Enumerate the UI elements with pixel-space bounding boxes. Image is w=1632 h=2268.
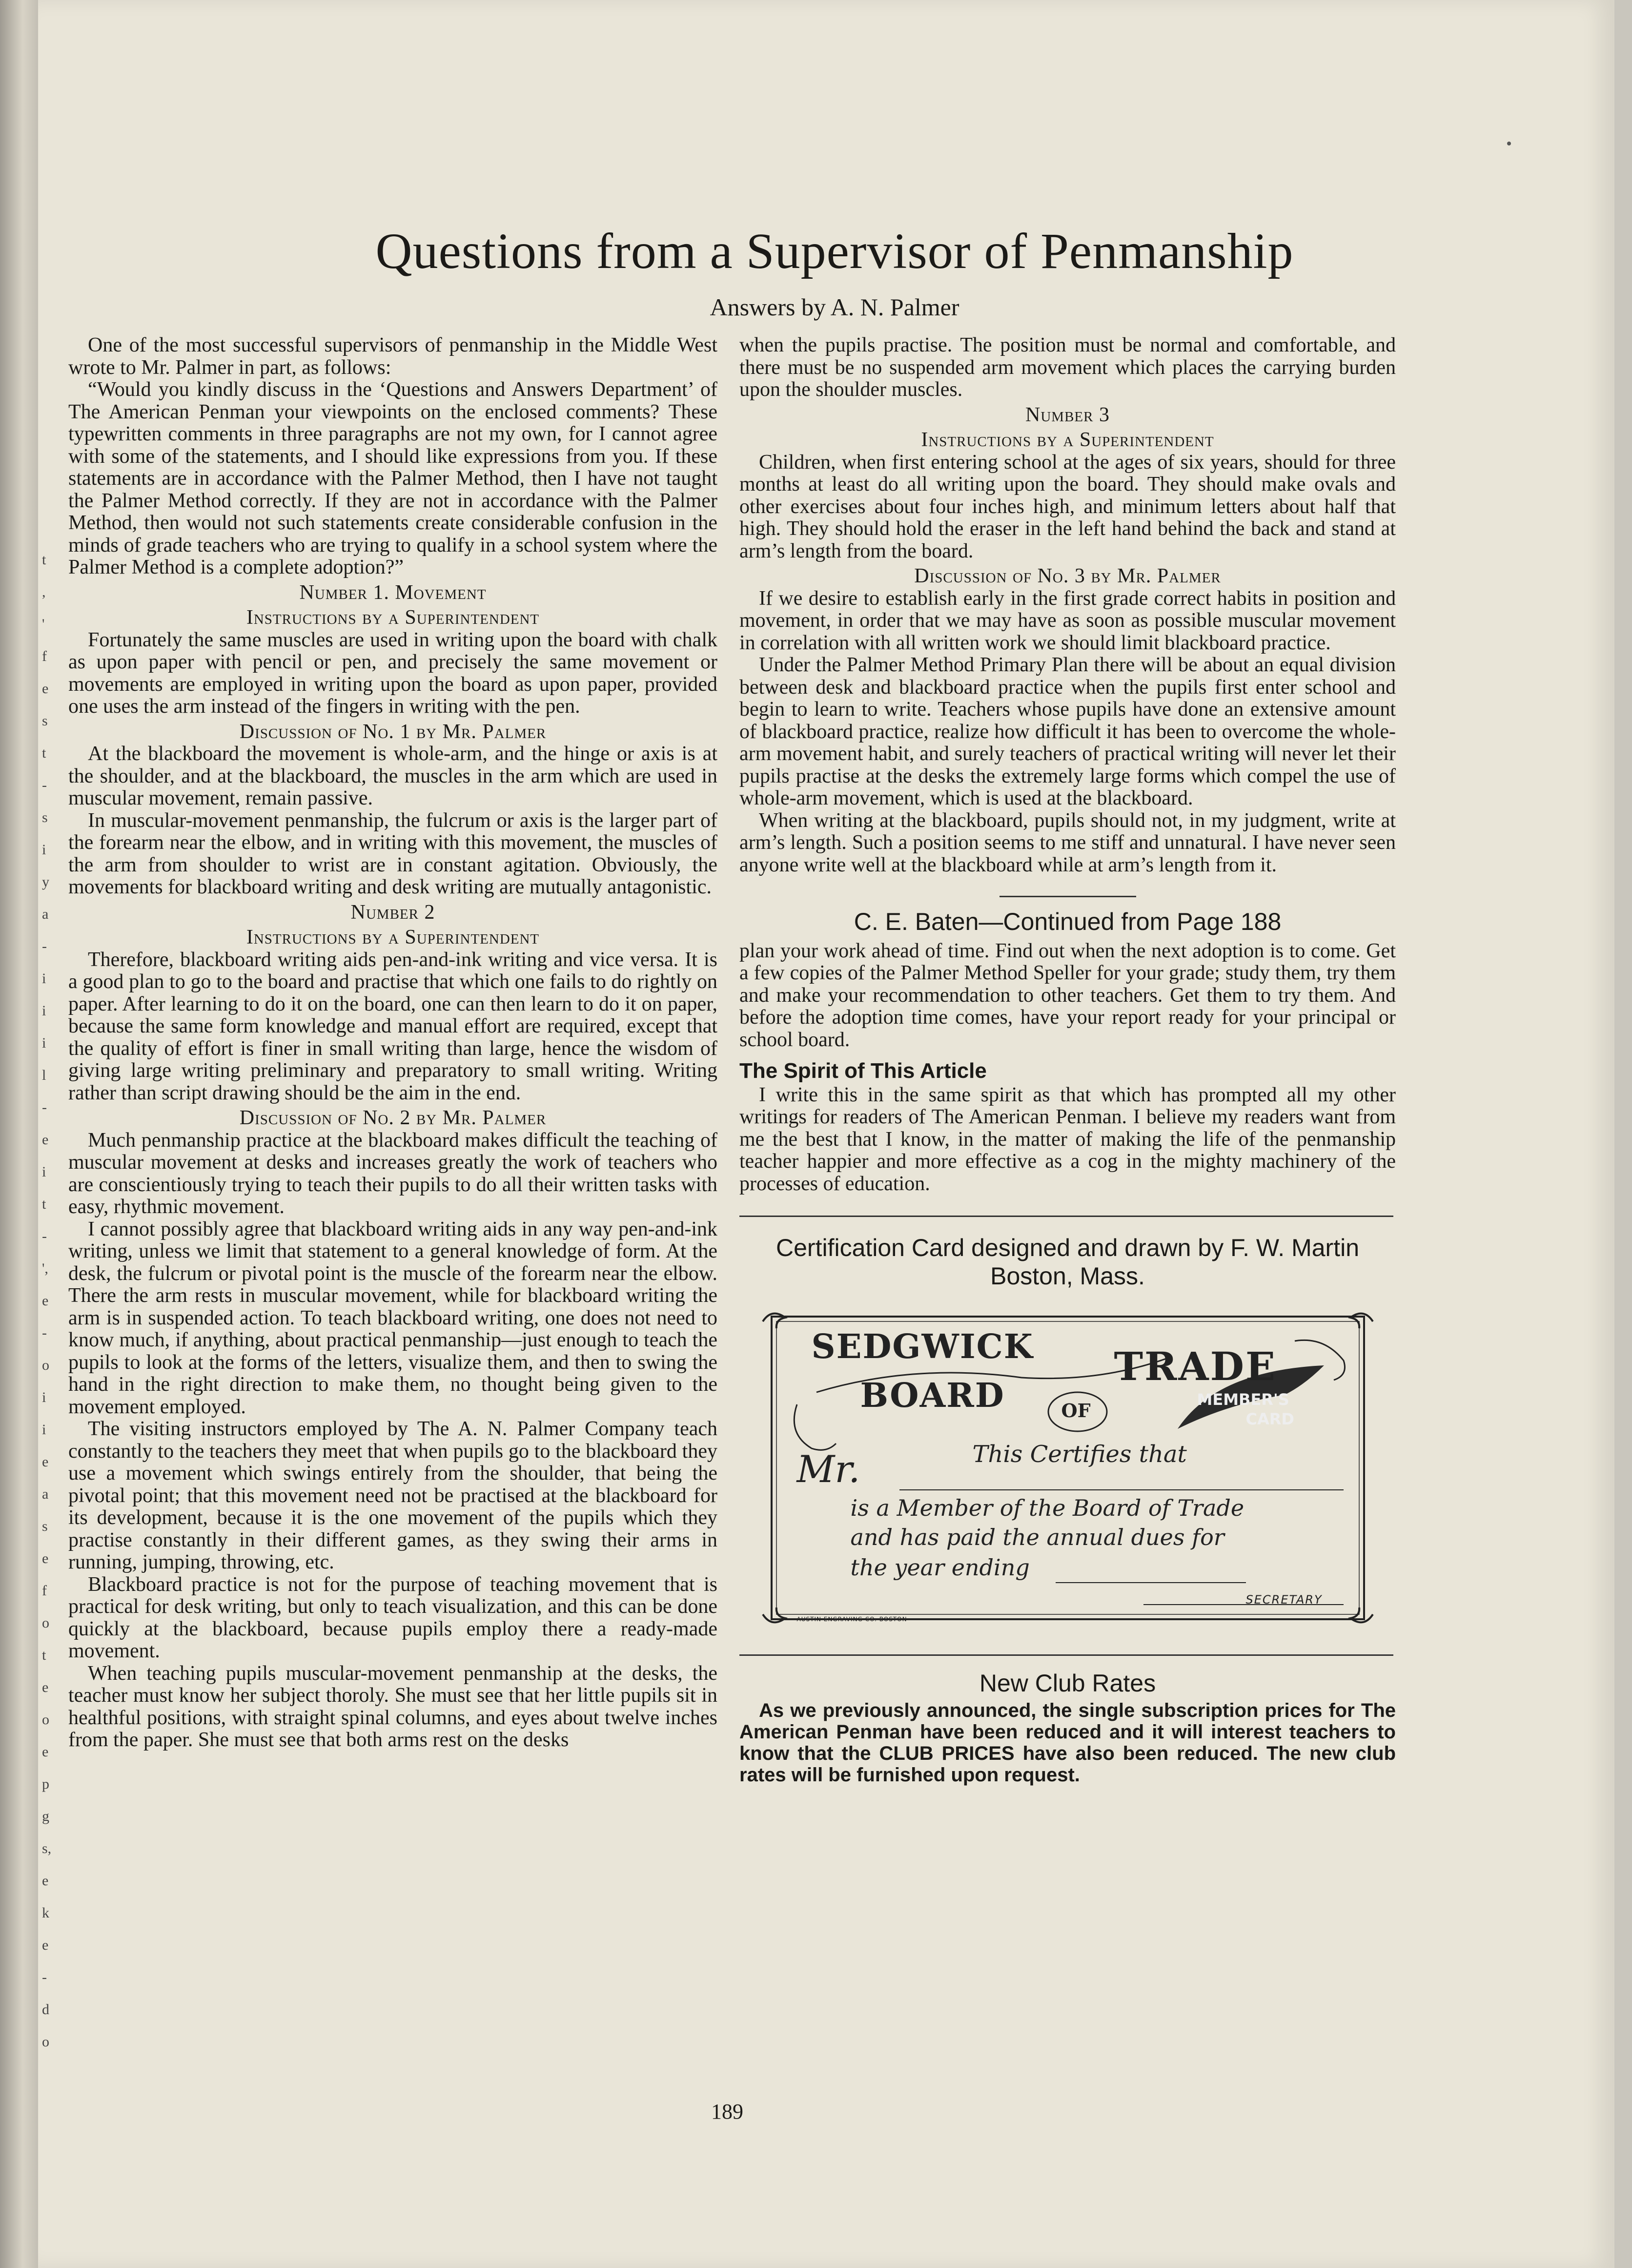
edge-letter: t xyxy=(42,745,46,761)
paragraph: When writing at the blackboard, pupils should not, in my judgment, write at arm’s length. Such a position seems to me stiff and unnatural. I have never seen anyone write well at the blackboard while at arm’s length from it. xyxy=(739,809,1396,876)
edge-letter: t xyxy=(42,1647,46,1663)
edge-letter: t xyxy=(42,1196,46,1212)
certification-heading-line: Boston, Mass. xyxy=(990,1262,1145,1290)
section-heading: Discussion of No. 2 by Mr. Palmer xyxy=(239,1107,547,1129)
edge-letter: - xyxy=(42,1099,47,1115)
member-card-illustration xyxy=(758,1302,1378,1634)
edge-letter: f xyxy=(42,648,47,664)
section-heading: Number 1. Movement xyxy=(299,581,487,604)
edge-letter: e xyxy=(42,1550,49,1567)
paragraph: I write this in the same spirit as that which has prompted all my other writings for readers of The American Penman. I believe my readers want from me the best that I know, in the matter of making the life of the penmanship teacher happier and more effective as a cog in the mighty machinery of the processes of education. xyxy=(739,1083,1396,1195)
section-subheading: Instructions by a Superintendent xyxy=(246,926,540,948)
edge-letter: e xyxy=(42,1454,49,1470)
edge-letter: o xyxy=(42,1711,49,1728)
edge-letter: s xyxy=(42,809,48,825)
edge-letter: s xyxy=(42,1518,48,1534)
paragraph: Under the Palmer Method Primary Plan there will be about an equal division between desk and blackboard practice when the pupils first enter school and begin to learn to write. Teachers whose pupils have done an extensive amount of blackboard practice, realize how difficult it has been to overcome the whole-arm movement habit, and surely teachers of practical writing will never let their pupils practise at the desks the extremely large forms which compel the use of whole-arm movement, which is used at the blackboard. xyxy=(739,654,1396,809)
paragraph: Children, when first entering school at the ages of six years, should for three months at least do all writing upon the board. They should make ovals and other exercises about four inches high, and minimum letters about half that high. They should hold the eraser in the left hand behind the back and stand at arm’s length from the board. xyxy=(739,451,1396,562)
card-trade: TRADE xyxy=(1114,1343,1277,1389)
edge-letter: i xyxy=(42,1035,46,1051)
paragraph: One of the most successful supervisors of penmanship in the Middle West wrote to Mr. Palmer in part, as follows: xyxy=(68,334,717,379)
edge-letter: s xyxy=(42,713,48,729)
card-certifies: This Certifies that xyxy=(972,1441,1187,1468)
edge-letter: - xyxy=(42,938,47,954)
edge-letter: a xyxy=(42,1486,49,1502)
article-byline: Answers by A. N. Palmer xyxy=(710,293,959,321)
spirit-heading: The Spirit of This Article xyxy=(739,1059,987,1083)
card-card: CARD xyxy=(1245,1410,1294,1428)
edge-letter: i xyxy=(42,1389,46,1405)
edge-letter: p xyxy=(42,1776,49,1792)
card-members: MEMBER'S xyxy=(1197,1390,1289,1409)
page-number: 189 xyxy=(711,2100,743,2124)
certification-heading xyxy=(739,1234,1396,1290)
paragraph: The visiting instructors employed by The A. N. Palmer Company teach constantly to the teachers they meet that when pupils go to the blackboard they use a movement which swings entirely from the shoulder, that being the pivotal point; that this movement need not be practised at the blackboard for its development, because it is the one movement of the pupils which they practise constantly in their different games, as they swing their arms in running, jumping, throwing, etc. xyxy=(68,1418,717,1573)
paragraph: plan your work ahead of time. Find out when the next adoption is to come. Get a few copies of the Palmer Method Speller for your grade; study them, try them and make your recommendation to other teachers. Get them to try them. And before the adoption time comes, have your report ready for your principal or school board. xyxy=(739,939,1396,1051)
edge-letter: i xyxy=(42,1003,46,1019)
paragraph: In muscular-movement penmanship, the fulcrum or axis is the larger part of the forearm near the elbow, and in writing with this movement, the muscles of the arm from shoulder to wrist are in constant agitation. Obviously, the movements for blackboard writing and desk writing are mutually antagonistic. xyxy=(68,809,717,898)
section-heading: Number 2 xyxy=(350,901,435,924)
section-heading: Discussion of No. 1 by Mr. Palmer xyxy=(239,720,547,743)
edge-letter: e xyxy=(42,1293,49,1309)
paragraph: If we desire to establish early in the first grade correct habits in position and movement, in order that we may have as soon as possible muscular movement in correlation with all written work we should limit blackboard practice. xyxy=(739,587,1396,654)
card-line2: and has paid the annual dues for xyxy=(850,1524,1224,1550)
edge-letter: y xyxy=(42,874,49,890)
edge-letter: ', xyxy=(42,1260,48,1277)
paragraph: At the blackboard the movement is whole-arm, and the hinge or axis is at the shoulder, and at the blackboard, the muscles in the arm which are used in muscular movement, remain passive. xyxy=(68,742,717,809)
paragraph: Fortunately the same muscles are used in writing upon the board with chalk as upon paper with pencil or pen, and precisely the same movement or movements are employed in writing upon the board as upon paper, provided one uses the arm instead of the fingers in writing with the pen. xyxy=(68,628,717,718)
edge-letter: o xyxy=(42,1615,49,1631)
edge-letter: - xyxy=(42,777,47,793)
edge-letter: - xyxy=(42,1228,47,1244)
new-club-paragraph: As we previously announced, the single subscription prices for The American Penman have been reduced and it will interest teachers to know that the CLUB PRICES have also been reduced. The new club rates will be furnished upon request. xyxy=(739,1699,1396,1786)
section-subheading: Instructions by a Superintendent xyxy=(246,606,540,629)
edge-letter: e xyxy=(42,1873,49,1889)
card-line3: the year ending xyxy=(850,1554,1030,1581)
book-spine xyxy=(0,0,38,2268)
certification-heading-line: Certification Card designed and drawn by F. W. Martin xyxy=(776,1234,1359,1261)
edge-letter: ' xyxy=(42,616,45,632)
edge-letter: - xyxy=(42,1325,47,1341)
card-board: BOARD xyxy=(860,1376,1005,1415)
section-divider xyxy=(739,1654,1393,1656)
section-heading: Discussion of No. 3 by Mr. Palmer xyxy=(914,565,1221,587)
paragraph: when the pupils practise. The position must be normal and comfortable, and there must be no suspended arm movement which places the carrying burden upon the shoulder muscles. xyxy=(739,334,1396,401)
edge-letter: e xyxy=(42,1744,49,1760)
paragraph: Therefore, blackboard writing aids pen-and-ink writing and vice versa. It is a good plan to go to the board and practise that which one fails to do rightly on paper. After learning to do it on the board, one can then learn to do it on paper, because the same form knowledge and manual effort are required, except that the quality of effort is finer in small writing than large, hence the wisdom of giving large writing preliminary and preparatory to small writing. Writing rather than script drawing should be the aim in the end. xyxy=(68,948,717,1104)
section-subheading: Instructions by a Superintendent xyxy=(921,429,1214,451)
section-divider xyxy=(1000,896,1136,897)
edge-letter: a xyxy=(42,906,49,922)
card-mr: Mr. xyxy=(796,1447,860,1491)
edge-letter: i xyxy=(42,1164,46,1180)
edge-letter: e xyxy=(42,1937,49,1953)
paragraph: Blackboard practice is not for the purpose of teaching movement that is practical for desk writing, but only to teach visualization, and this can be done quickly at the blackboard, because pupils employ there a ready-made movement. xyxy=(68,1573,717,1662)
page-speck xyxy=(1507,142,1511,145)
section-divider xyxy=(739,1216,1393,1217)
card-line1: is a Member of the Board of Trade xyxy=(850,1495,1244,1521)
edge-letter: , xyxy=(42,584,46,600)
paragraph: Much penmanship practice at the blackboard makes difficult the teaching of muscular movement at desks and increases greatly the work of teachers who are conscientiously trying to teach their pupils to do all their written tasks with easy, rhythmic movement. xyxy=(68,1129,717,1218)
article-title: Questions from a Supervisor of Penmanship xyxy=(375,223,1294,279)
edge-letter: g xyxy=(42,1808,49,1824)
edge-letter: e xyxy=(42,1679,49,1695)
edge-letter: i xyxy=(42,1422,46,1438)
card-of: OF xyxy=(1061,1400,1091,1422)
paragraph: I cannot possibly agree that blackboard writing aids in any way pen-and-ink writing, unless we limit that statement to a general knowledge of form. At the desk, the fulcrum or pivotal point is the muscle of the forearm near the elbow. There the arm rests in muscular movement, while for blackboard writing the arm is in suspended action. To teach blackboard writing, one does not need to know much, if anything, about practical penmanship—just enough to teach the pupils to look at the forms of the letters, visualize them, and then to swing the hand in the right direction to make them, no thought being given to the movement employed. xyxy=(68,1217,717,1418)
card-sedgwick: SEDGWICK xyxy=(811,1327,1034,1366)
section-heading: Number 3 xyxy=(1025,403,1110,426)
new-club-heading: New Club Rates xyxy=(979,1670,1156,1697)
edge-letter: d xyxy=(42,2001,49,2018)
edge-letter: k xyxy=(42,1905,49,1921)
edge-letter: o xyxy=(42,1357,49,1373)
left-column xyxy=(68,334,717,1752)
paragraph: “Would you kindly discuss in the ‘Questions and Answers Department’ of The American Penman your viewpoints on the enclosed comments? These typewritten comments in three paragraphs are not my own, for I cannot agree with some of the statements, and I should like expressions from you. If these statements are in accordance with the Palmer Method, then I have not taught the Palmer Method correctly. If they are not in accordance with the Palmer Method, then would not such statements create considerable confusion in the minds of grade teachers who are trying to qualify in a school system where the Palmer Method is a complete adoption?” xyxy=(68,378,717,578)
facing-page-edge xyxy=(38,552,58,2065)
edge-letter: f xyxy=(42,1583,47,1599)
edge-letter: - xyxy=(42,1969,47,1985)
edge-letter: e xyxy=(42,1132,49,1148)
edge-letter: o xyxy=(42,2034,49,2050)
continued-heading: C. E. Baten—Continued from Page 188 xyxy=(854,908,1282,935)
edge-letter: s, xyxy=(42,1840,52,1856)
edge-letter: i xyxy=(42,842,46,858)
edge-letter: l xyxy=(42,1067,46,1083)
paragraph: When teaching pupils muscular-movement penmanship at the desks, the teacher must know her subject thoroly. She must see that her little pupils sit in healthful positions, with straight spinal columns, and eyes about twelve inches from the paper. She must see that both arms rest on the desks xyxy=(68,1662,717,1751)
edge-letter: i xyxy=(42,970,46,987)
right-column xyxy=(739,334,1396,1786)
card-secretary: SECRETARY xyxy=(1245,1593,1323,1607)
edge-letter: t xyxy=(42,552,46,568)
edge-letter: e xyxy=(42,680,49,697)
card-engraver: AUSTIN ENGRAVING CO. BOSTON xyxy=(796,1616,907,1623)
